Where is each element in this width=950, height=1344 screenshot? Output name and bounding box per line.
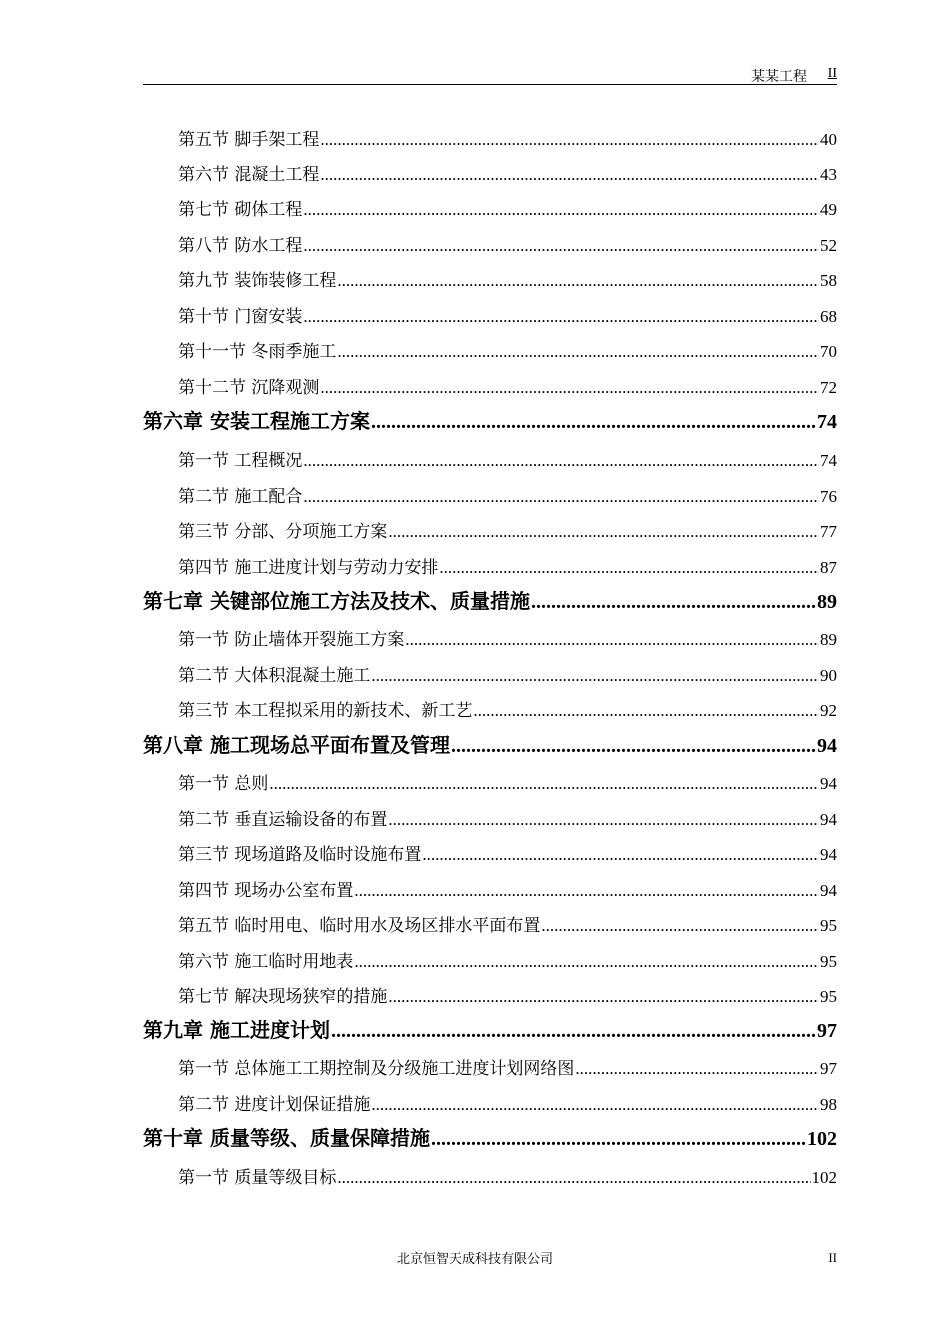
toc-section-entry[interactable] bbox=[143, 620, 837, 650]
toc-chapter-entry[interactable] bbox=[143, 404, 837, 434]
toc-leader-dots bbox=[303, 200, 819, 220]
toc-leader-dots bbox=[405, 630, 819, 650]
toc-entry-page: 76 bbox=[820, 487, 837, 506]
toc-entry-page: 40 bbox=[820, 130, 837, 149]
toc-leader-dots bbox=[371, 411, 816, 434]
toc-entry-page: 92 bbox=[820, 701, 837, 720]
toc-entry-page: 102 bbox=[807, 1128, 837, 1150]
toc-entry-label: 第九节 装饰装修工程 bbox=[178, 271, 337, 291]
toc-section-entry[interactable] bbox=[143, 226, 837, 256]
toc-entry-page: 95 bbox=[820, 916, 837, 935]
toc-entry-label: 第七节 解决现场狭窄的措施 bbox=[178, 987, 388, 1007]
toc-entry-label: 第一节 质量等级目标 bbox=[178, 1168, 337, 1188]
toc-entry-label: 第三节 现场道路及临时设施布置 bbox=[178, 845, 422, 865]
toc-entry-page: 58 bbox=[820, 271, 837, 290]
toc-entry-label: 第五节 临时用电、临时用水及场区排水平面布置 bbox=[178, 916, 541, 936]
toc-entry-page: 77 bbox=[820, 522, 837, 541]
toc-leader-dots bbox=[388, 987, 819, 1007]
toc-entry-page: 90 bbox=[820, 666, 837, 685]
toc-entry-label: 第十节 门窗安装 bbox=[178, 307, 303, 327]
toc-entry-page: 72 bbox=[820, 378, 837, 397]
toc-leader-dots bbox=[337, 1168, 810, 1188]
toc-entry-page: 94 bbox=[817, 735, 837, 757]
toc-entry-label: 第六节 混凝土工程 bbox=[178, 165, 320, 185]
toc-entry-page: 52 bbox=[820, 236, 837, 255]
toc-entry-label: 第六节 施工临时用地表 bbox=[178, 952, 354, 972]
toc-entry-label: 第九章 施工进度计划 bbox=[143, 1018, 330, 1042]
footer-company: 北京恒智天成科技有限公司 bbox=[396, 1252, 553, 1267]
toc-leader-dots bbox=[439, 558, 819, 578]
toc-entry-page: 94 bbox=[820, 810, 837, 829]
toc-chapter-entry[interactable] bbox=[143, 1013, 837, 1043]
toc-entry-label: 第二节 进度计划保证措施 bbox=[178, 1095, 371, 1115]
toc-leader-dots bbox=[337, 342, 819, 362]
toc-section-entry[interactable] bbox=[143, 441, 837, 471]
toc-entry-label: 第一节 工程概况 bbox=[178, 451, 303, 471]
toc-entry-label: 第七章 关键部位施工方法及技术、质量措施 bbox=[143, 589, 530, 613]
toc-entry-label: 第一节 总则 bbox=[178, 774, 269, 794]
toc-entry-page: 89 bbox=[817, 591, 837, 613]
toc-leader-dots bbox=[320, 165, 819, 185]
toc-leader-dots bbox=[388, 522, 819, 542]
toc-leader-dots bbox=[303, 307, 819, 327]
toc-chapter-entry[interactable] bbox=[143, 1121, 837, 1151]
toc-section-entry[interactable] bbox=[143, 155, 837, 185]
header-page-number: II bbox=[827, 66, 837, 81]
toc-entry-page: 89 bbox=[820, 630, 837, 649]
toc-entry-page: 94 bbox=[820, 881, 837, 900]
toc-entry-label: 第二节 大体积混凝土施工 bbox=[178, 666, 371, 686]
toc-chapter-entry[interactable] bbox=[143, 728, 837, 758]
toc-section-entry[interactable] bbox=[143, 656, 837, 686]
toc-entry-page: 102 bbox=[811, 1168, 837, 1187]
page-header bbox=[143, 64, 837, 85]
toc-entry-label: 第十章 质量等级、质量保障措施 bbox=[143, 1126, 430, 1150]
toc-entry-page: 97 bbox=[817, 1020, 837, 1042]
toc-leader-dots bbox=[473, 701, 819, 721]
toc-section-entry[interactable] bbox=[143, 548, 837, 578]
toc-leader-dots bbox=[303, 451, 819, 471]
toc-entry-page: 74 bbox=[820, 451, 837, 470]
header-title: 某某工程 bbox=[751, 69, 807, 85]
toc-section-entry[interactable] bbox=[143, 691, 837, 721]
toc-leader-dots bbox=[531, 591, 816, 614]
toc-section-entry[interactable] bbox=[143, 906, 837, 936]
toc-leader-dots bbox=[320, 130, 819, 150]
toc-section-entry[interactable] bbox=[143, 1085, 837, 1115]
toc-leader-dots bbox=[303, 487, 819, 507]
toc-leader-dots bbox=[431, 1128, 806, 1151]
toc-entry-label: 第三节 分部、分项施工方案 bbox=[178, 522, 388, 542]
toc-leader-dots bbox=[320, 378, 819, 398]
toc-entry-label: 第四节 现场办公室布置 bbox=[178, 881, 354, 901]
toc-entry-page: 68 bbox=[820, 307, 837, 326]
toc-section-entry[interactable] bbox=[143, 800, 837, 830]
toc-leader-dots bbox=[422, 845, 819, 865]
toc-leader-dots bbox=[371, 666, 819, 686]
toc-entry-page: 95 bbox=[820, 987, 837, 1006]
toc-section-entry[interactable] bbox=[143, 977, 837, 1007]
toc-leader-dots bbox=[575, 1059, 819, 1079]
toc-entry-label: 第十一节 冬雨季施工 bbox=[178, 342, 337, 362]
toc-entry-label: 第一节 防止墙体开裂施工方案 bbox=[178, 630, 405, 650]
toc-entry-page: 95 bbox=[820, 952, 837, 971]
toc-section-entry[interactable] bbox=[143, 1158, 837, 1188]
toc-section-entry[interactable] bbox=[143, 764, 837, 794]
toc-section-entry[interactable] bbox=[143, 332, 837, 362]
toc-entry-label: 第六章 安装工程施工方案 bbox=[143, 409, 370, 433]
toc-entry-page: 49 bbox=[820, 200, 837, 219]
toc-section-entry[interactable] bbox=[143, 477, 837, 507]
toc-section-entry[interactable] bbox=[143, 261, 837, 291]
toc-leader-dots bbox=[354, 881, 819, 901]
toc-chapter-entry[interactable] bbox=[143, 584, 837, 614]
toc-section-entry[interactable] bbox=[143, 1049, 837, 1079]
toc-entry-label: 第四节 施工进度计划与劳动力安排 bbox=[178, 558, 439, 578]
toc-entry-label: 第一节 总体施工工期控制及分级施工进度计划网络图 bbox=[178, 1059, 575, 1079]
toc-entry-label: 第八章 施工现场总平面布置及管理 bbox=[143, 733, 450, 757]
toc-section-entry[interactable] bbox=[143, 368, 837, 398]
toc-section-entry[interactable] bbox=[143, 190, 837, 220]
toc-section-entry[interactable] bbox=[143, 297, 837, 327]
toc-section-entry[interactable] bbox=[143, 835, 837, 865]
toc-entry-label: 第三节 本工程拟采用的新技术、新工艺 bbox=[178, 701, 473, 721]
toc-entry-label: 第二节 垂直运输设备的布置 bbox=[178, 810, 388, 830]
toc-entry-page: 98 bbox=[820, 1095, 837, 1114]
toc-leader-dots bbox=[331, 1020, 816, 1043]
footer-page-number: II bbox=[828, 1250, 837, 1265]
toc-entry-page: 97 bbox=[820, 1059, 837, 1078]
toc-leader-dots bbox=[541, 916, 819, 936]
toc-leader-dots bbox=[303, 236, 819, 256]
toc-leader-dots bbox=[388, 810, 819, 830]
toc-section-entry[interactable] bbox=[143, 120, 837, 150]
toc-section-entry[interactable] bbox=[143, 512, 837, 542]
toc-leader-dots bbox=[269, 774, 819, 794]
toc-entry-label: 第十二节 沉降观测 bbox=[178, 378, 320, 398]
toc-section-entry[interactable] bbox=[143, 942, 837, 972]
toc-section-entry[interactable] bbox=[143, 871, 837, 901]
toc-leader-dots bbox=[371, 1095, 819, 1115]
toc-entry-page: 43 bbox=[820, 165, 837, 184]
toc-entry-page: 94 bbox=[820, 774, 837, 793]
toc-entry-page: 74 bbox=[817, 411, 837, 433]
toc-entry-page: 70 bbox=[820, 342, 837, 361]
toc-entry-page: 94 bbox=[820, 845, 837, 864]
toc-entry-page: 87 bbox=[820, 558, 837, 577]
toc-leader-dots bbox=[337, 271, 819, 291]
toc-leader-dots bbox=[354, 952, 819, 972]
toc-entry-label: 第七节 砌体工程 bbox=[178, 200, 303, 220]
toc-leader-dots bbox=[451, 735, 816, 758]
toc-entry-label: 第二节 施工配合 bbox=[178, 487, 303, 507]
toc-entry-label: 第八节 防水工程 bbox=[178, 236, 303, 256]
toc-entry-label: 第五节 脚手架工程 bbox=[178, 130, 320, 150]
